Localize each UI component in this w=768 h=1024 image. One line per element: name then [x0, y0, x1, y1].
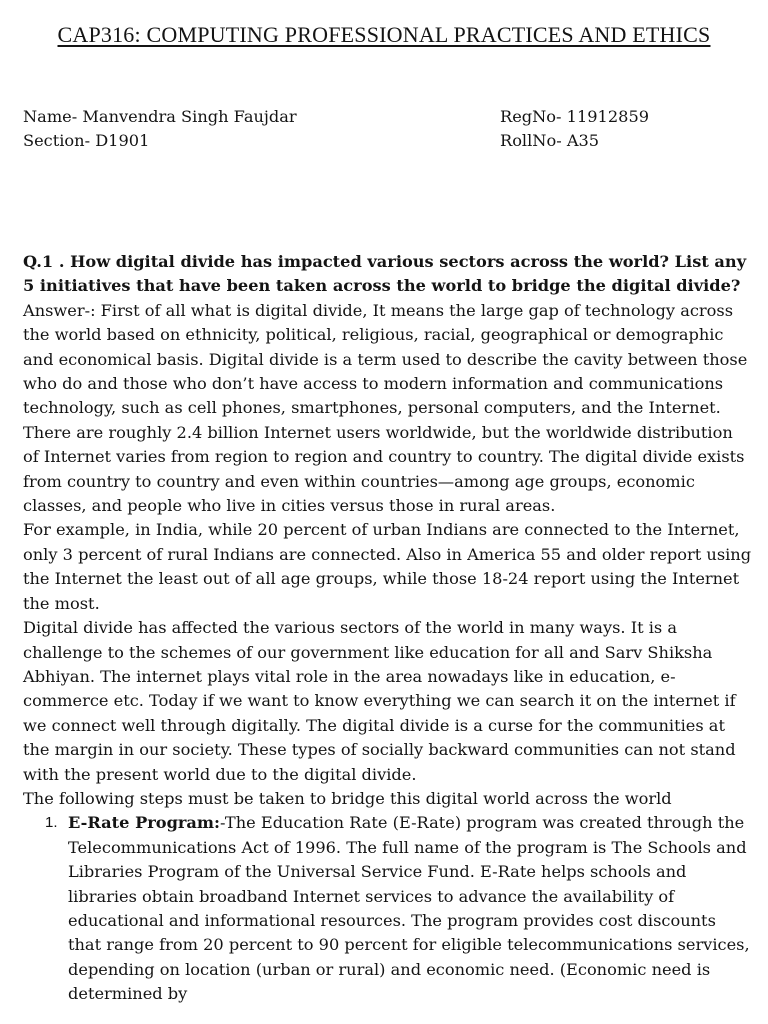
initiatives-list: [23, 811, 753, 1006]
student-rollno: RollNo- A35: [500, 131, 600, 150]
answer-paragraph: Answer-: First of all what is digital divide, It means the large gap of technology across the world based on ethnicity, political, religious, racial, geographical or demographic and economical basis. Digital divide is a term used to describe the cavity between those who do and those who don’t have access to modern information and communications technology, such as cell phones, smartphones, personal computers, and the Internet. There are roughly 2.4 billion Internet users worldwide, but the worldwide distribution of Internet varies from region to region and country to country. The digital divide exists from country to country and even within countries—among age groups, economic classes, and people who live in cities versus those in rural areas.: [23, 300, 748, 516]
student-section: Section- D1901: [23, 131, 150, 150]
list-item-number: 1.: [45, 814, 58, 832]
impact-paragraph: Digital divide has affected the various sectors of the world in many ways. It is a challenge to the schemes of our government like education for all and Sarv Shiksha Abhiyan. The internet plays vital role in the area nowadays like in education, e-commerce etc. Today if we want to know everything we can search it on the internet if we connect well through digitally. The digital divide is a curse for the communities at the margin in our society. These types of socially backward communities can not stand with the present world due to the digital divide.: [23, 618, 736, 784]
list-item-text: -The Education Rate (E-Rate) program was created through the Telecommunications Act of 1996. The full name of the program is The Schools and Libraries Program of the Universal Service Fund. E-Rate helps schools and libraries obtain broadband Internet services to advance the availability of educational and informational resources. The program provides cost discounts that range from 20 percent to 90 percent for eligible telecommunications services, depending on location (urban or rural) and economic need. (Economic need is determined by: [68, 813, 750, 1004]
question-text: Q.1 . How digital divide has impacted various sectors across the world? List any 5 initiatives that have been taken across the world to bridge the digital divide?: [23, 252, 747, 296]
example-paragraph: For example, in India, while 20 percent of urban Indians are connected to the Internet, only 3 percent of rural Indians are connected. Also in America 55 and older report using the Internet the least out of all age groups, while those 18-24 report using the Internet the most.: [23, 520, 752, 613]
list-item: [23, 811, 753, 1006]
student-info-left: [23, 105, 297, 153]
document-title: CAP316: COMPUTING PROFESSIONAL PRACTICES AND ETHICS: [57, 22, 711, 47]
student-info-right: [500, 105, 649, 153]
student-name: Name- Manvendra Singh Faujdar: [23, 107, 297, 126]
student-regno: RegNo- 11912859: [500, 107, 650, 126]
list-item-heading: E-Rate Program:: [68, 813, 221, 833]
document-body: [23, 250, 753, 1007]
steps-intro: The following steps must be taken to bridge this digital world across the world: [23, 788, 672, 808]
